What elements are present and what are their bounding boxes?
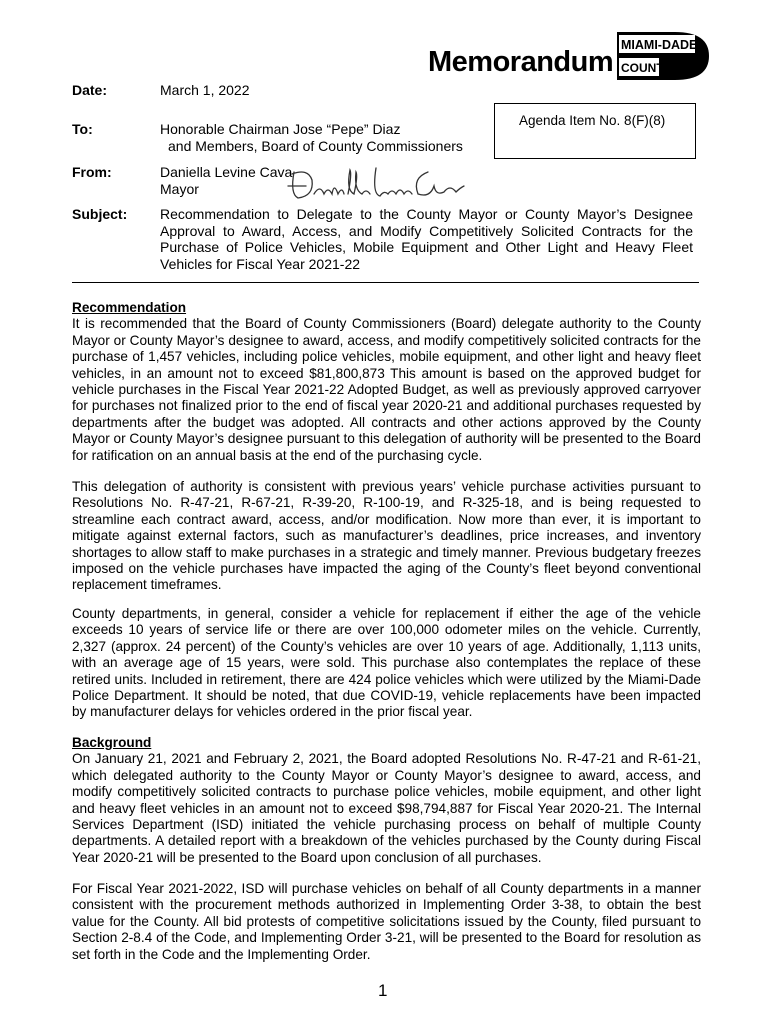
to-value <box>160 121 463 155</box>
recommendation-heading: Recommendation <box>72 300 187 315</box>
recommendation-paragraph-3: County departments, in general, consider a vehicle for replacement if either the age of the vehicle exceeds 10 years of service life or there are over 100,000 odometer miles on the vehicle. Currently, 2,327 (approx. 24 percent) of the County’s vehicles are over 10 years of age. Additionally, 1,113 units, with an average age of 15 years, were sold. This purchase also contemplates the replace of these retired units. Included in retirement, there are 424 police vehicles which were utilized by the Miami-Dade Police Department. It should be noted, that due COVID-19, vehicle replacements have been impacted by manufacturer delays for vehicles ordered in the prior fiscal year. <box>72 606 701 720</box>
subject-label: Subject: <box>72 206 128 222</box>
from-line-1: Daniella Levine Cava <box>160 164 293 180</box>
county-logo <box>617 32 709 80</box>
logo-text-bottom: COUNTY <box>621 61 672 75</box>
background-section <box>72 735 701 866</box>
from-label: From: <box>72 164 112 180</box>
date-value: March 1, 2022 <box>160 82 250 98</box>
mayor-signature <box>284 160 466 206</box>
background-heading: Background <box>72 735 152 750</box>
to-label: To: <box>72 121 93 137</box>
to-line-2: and Members, Board of County Commissioners <box>168 138 463 154</box>
date-label: Date: <box>72 82 108 98</box>
logo-text-top: MIAMI-DADE <box>621 38 698 52</box>
memo-title: Memorandum <box>428 46 614 78</box>
recommendation-paragraph-1: It is recommended that the Board of County Commissioners (Board) delegate authority to the County Mayor or County Mayor’s designee to award, access, and modify competitively solicited contracts for the purchase of 1,457 vehicles, including police vehicles, mobile equipment, and other light and heavy fleet vehicles, in an amount not to exceed $81,800,873 This amount is based on the approved budget for vehicle purchases in the Fiscal Year 2021-22 Adopted Budget, as well as previously approved carryover for purchases not finalized prior to the end of fiscal year 2020-21 and additional purchases requested by departments after the budget was adopted. All contracts and other actions approved by the County Mayor or County Mayor’s designee pursuant to this delegation of authority will be presented to the Board for ratification on an annual basis at the end of the purchasing cycle. <box>72 316 701 463</box>
from-value <box>160 164 292 198</box>
header-divider <box>72 282 699 283</box>
subject-value: Recommendation to Delegate to the County Mayor or County Mayor’s Designee Approval to Award, Access, and Modify Competitively Solicited Contracts for the Purchase of Police Vehicles, Mobile Equipment and Other Light and Heavy Fleet Vehicles for Fiscal Year 2021-22 <box>160 206 693 272</box>
recommendation-section <box>72 300 701 464</box>
recommendation-paragraph-2: This delegation of authority is consistent with previous years’ vehicle purchase activities pursuant to Resolutions No. R-47-21, R-67-21, R-39-20, R-100-19, and R-325-18, and is being requested to streamline each contract award, access, and/or modification. Now more than ever, it is important to mitigate against external factors, such as manufacturer’s deadlines, price increases, and inventory shortages to allow staff to make purchases in a strategic and timely manner. Previous budgetary freezes imposed on the vehicle purchases have impacted the aging of the County’s fleet beyond conventional replacement timeframes. <box>72 479 701 593</box>
to-line-1: Honorable Chairman Jose “Pepe” Diaz <box>160 121 401 137</box>
from-line-2: Mayor <box>160 181 199 197</box>
page-number: 1 <box>378 981 388 1000</box>
background-paragraph-1: On January 21, 2021 and February 2, 2021, the Board adopted Resolutions No. R-47-21 and R-61-21, which delegated authority to the County Mayor or County Mayor’s designee to award, access, and modify competitively solicited contracts to purchase police vehicles, mobile equipment, and other light and heavy fleet vehicles in an amount not to exceed $98,794,887 for Fiscal Year 2020-21. The Internal Services Department (ISD) initiated the vehicle purchasing process on behalf of multiple County departments. A detailed report with a breakdown of the vehicles purchased by the County during Fiscal Year 2020-21 will be presented to the Board upon conclusion of all purchases. <box>72 751 701 865</box>
agenda-item-text: Agenda Item No. 8(F)(8) <box>519 113 666 128</box>
agenda-item-box <box>494 103 696 159</box>
background-paragraph-2: For Fiscal Year 2021-2022, ISD will purchase vehicles on behalf of all County departments in a manner consistent with the procurement methods authorized in Implementing Order 3-38, to obtain the best value for the County. All bid protests of competitive solicitations issued by the County, filed pursuant to Section 2-8.4 of the Code, and Implementing Order 3-21, will be presented to the Board for resolution as set forth in the Code and the Implementing Order. <box>72 881 701 962</box>
